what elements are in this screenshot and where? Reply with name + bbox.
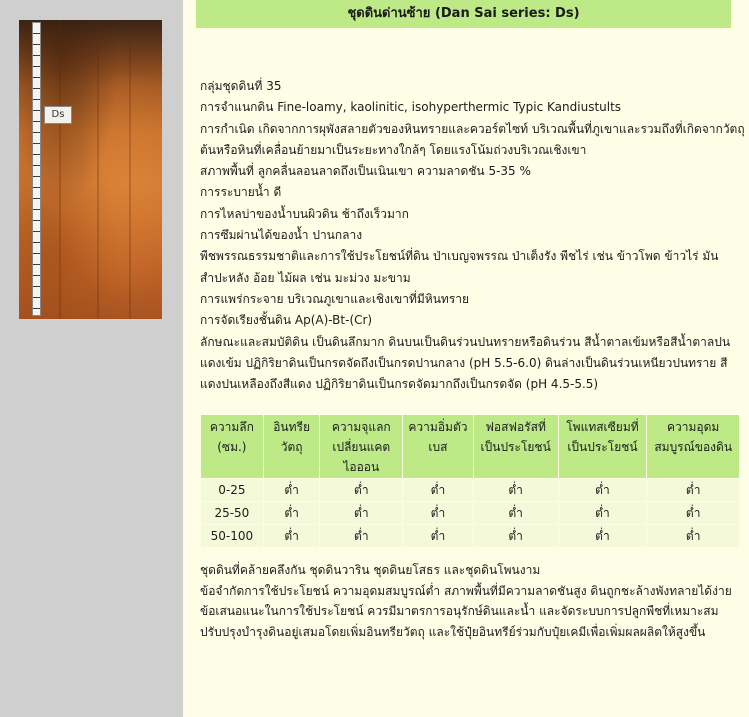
page-title: ชุดดินด่านซ้าย (Dan Sai series: Ds)	[196, 0, 731, 28]
table-cell: ต่ำ	[559, 479, 647, 501]
land-use-limitations: ข้อจำกัดการใช้ประโยชน์ ความอุดมสมบูรณ์ต่ำ สภาพพื้นที่มีความลาดชันสูง ดินถูกชะล้างพังทลายได้ง่าย	[200, 583, 732, 598]
photo-texture	[59, 20, 61, 319]
fertility-table	[200, 414, 740, 548]
table-cell: ต่ำ	[403, 502, 473, 524]
table-cell: ต่ำ	[474, 479, 558, 501]
table-cell: ต่ำ	[264, 502, 320, 524]
photo-texture	[97, 20, 99, 319]
land-use-recommendations: ข้อเสนอแนะในการใช้ประโยชน์ ควรมีมาตรการอนุรักษ์ดินและน้ำ และจัดระบบการปลูกพืชที่เหมาะสม ปรับปรุงบำรุงดินอยู่เสมอโดยเพิ่มอินทรียวัตถุ และใช้ปุ๋ยอินทรีย์ร่วมกับปุ๋ยเคมีเพื่อเพิ่มผลผลิตให้สูงขึ้น	[200, 604, 719, 639]
drainage: การระบายน้ำ ดี	[200, 185, 282, 200]
vegetation-land-use: พืชพรรณธรรมชาติและการใช้ประโยชน์ที่ดิน ป่าเบญจพรรณ ป่าเต็งรัง พืชไร่ เช่น ข้าวโพด ข้าวไร่ มันสำปะหลัง อ้อย ไม้ผล เช่น มะม่วง มะขาม	[200, 249, 719, 285]
table-cell: ต่ำ	[320, 502, 402, 524]
table-cell: ต่ำ	[403, 479, 473, 501]
table-cell: ต่ำ	[647, 525, 739, 547]
table-row	[201, 479, 739, 501]
table-cell: ต่ำ	[474, 525, 558, 547]
soil-notes	[200, 560, 745, 642]
horizon-sequence: การจัดเรียงชั้นดิน Ap(A)-Bt-(Cr)	[200, 313, 373, 328]
surface-runoff: การไหลบ่าของน้ำบนผิวดิน ช้าถึงเร็วมาก	[200, 206, 409, 221]
table-cell: ต่ำ	[320, 479, 402, 501]
terrain: สภาพพื้นที่ ลูกคลื่นลอนลาดถึงเป็นเนินเขา ความลาดชัน 5-35 %	[200, 164, 531, 179]
depth-cell: 0-25	[201, 479, 263, 501]
soil-description	[200, 76, 745, 395]
table-cell: ต่ำ	[264, 525, 320, 547]
table-row	[201, 525, 739, 547]
table-cell: ต่ำ	[559, 502, 647, 524]
soil-group: กลุ่มชุดดินที่ 35	[200, 79, 282, 93]
photo-texture	[129, 20, 131, 319]
table-row	[201, 502, 739, 524]
soil-profile-photo	[19, 20, 162, 319]
distribution: การแพร่กระจาย บริเวณภูเขาและเชิงเขาที่มีหินทราย	[200, 291, 470, 306]
table-header-row	[201, 415, 739, 478]
measuring-ruler	[32, 22, 41, 316]
column-header: โพแทสเซียมที่เป็นประโยชน์	[559, 415, 647, 478]
table-cell: ต่ำ	[403, 525, 473, 547]
depth-cell: 50-100	[201, 525, 263, 547]
column-header: ความอุดมสมบูรณ์ของดิน	[647, 415, 739, 478]
column-header: ฟอสฟอรัสที่เป็นประโยชน์	[474, 415, 558, 478]
depth-cell: 25-50	[201, 502, 263, 524]
soil-series-tag: Ds	[44, 106, 72, 124]
column-header: อินทรียวัตถุ	[264, 415, 320, 478]
soil-classification: การจำแนกดิน Fine-loamy, kaolinitic, isohyperthermic Typic Kandiustults	[200, 100, 622, 115]
column-header: ความอิ่มตัวเบส	[403, 415, 473, 478]
soil-origin: การกำเนิด เกิดจากการผุพังสลายตัวของหินทรายและควอร์ตไซท์ บริเวณพื้นที่ภูเขาและรวมถึงที่เกิดจากวัตถุต้นหรือหินที่เคลื่อนย้ายมาเป็นระยะทางใกล้ๆ โดยแรงโน้มถ่วงบริเวณเชิงเขา	[200, 121, 745, 157]
permeability: การซึมผ่านได้ของน้ำ ปานกลาง	[200, 228, 363, 243]
column-header: ความลึก (ซม.)	[201, 415, 263, 478]
table-cell: ต่ำ	[474, 502, 558, 524]
column-header: ความจุแลกเปลี่ยนแคตไอออน	[320, 415, 402, 478]
table-cell: ต่ำ	[320, 525, 402, 547]
table-cell: ต่ำ	[647, 502, 739, 524]
table-cell: ต่ำ	[264, 479, 320, 501]
table-cell: ต่ำ	[559, 525, 647, 547]
similar-series: ชุดดินที่คล้ายคลึงกัน ชุดดินวาริน ชุดดินยโสธร และชุดดินโพนงาม	[200, 563, 541, 577]
soil-properties: ลักษณะและสมบัติดิน เป็นดินลึกมาก ดินบนเป็นดินร่วนปนทรายหรือดินร่วน สีน้ำตาลเข้มหรือสีน้ำตาลปนแดงเข้ม ปฏิกิริยาดินเป็นกรดจัดถึงเป็นกรดปานกลาง (pH 5.5-6.0) ดินล่างเป็นดินร่วนเหนียวปนทราย สีแดงปนเหลืองถึงสีแดง ปฏิกิริยาดินเป็นกรดจัดมากถึงเป็นกรดจัด (pH 4.5-5.5)	[200, 334, 731, 392]
left-sidebar	[0, 0, 183, 717]
table-cell: ต่ำ	[647, 479, 739, 501]
main-content	[183, 0, 749, 717]
